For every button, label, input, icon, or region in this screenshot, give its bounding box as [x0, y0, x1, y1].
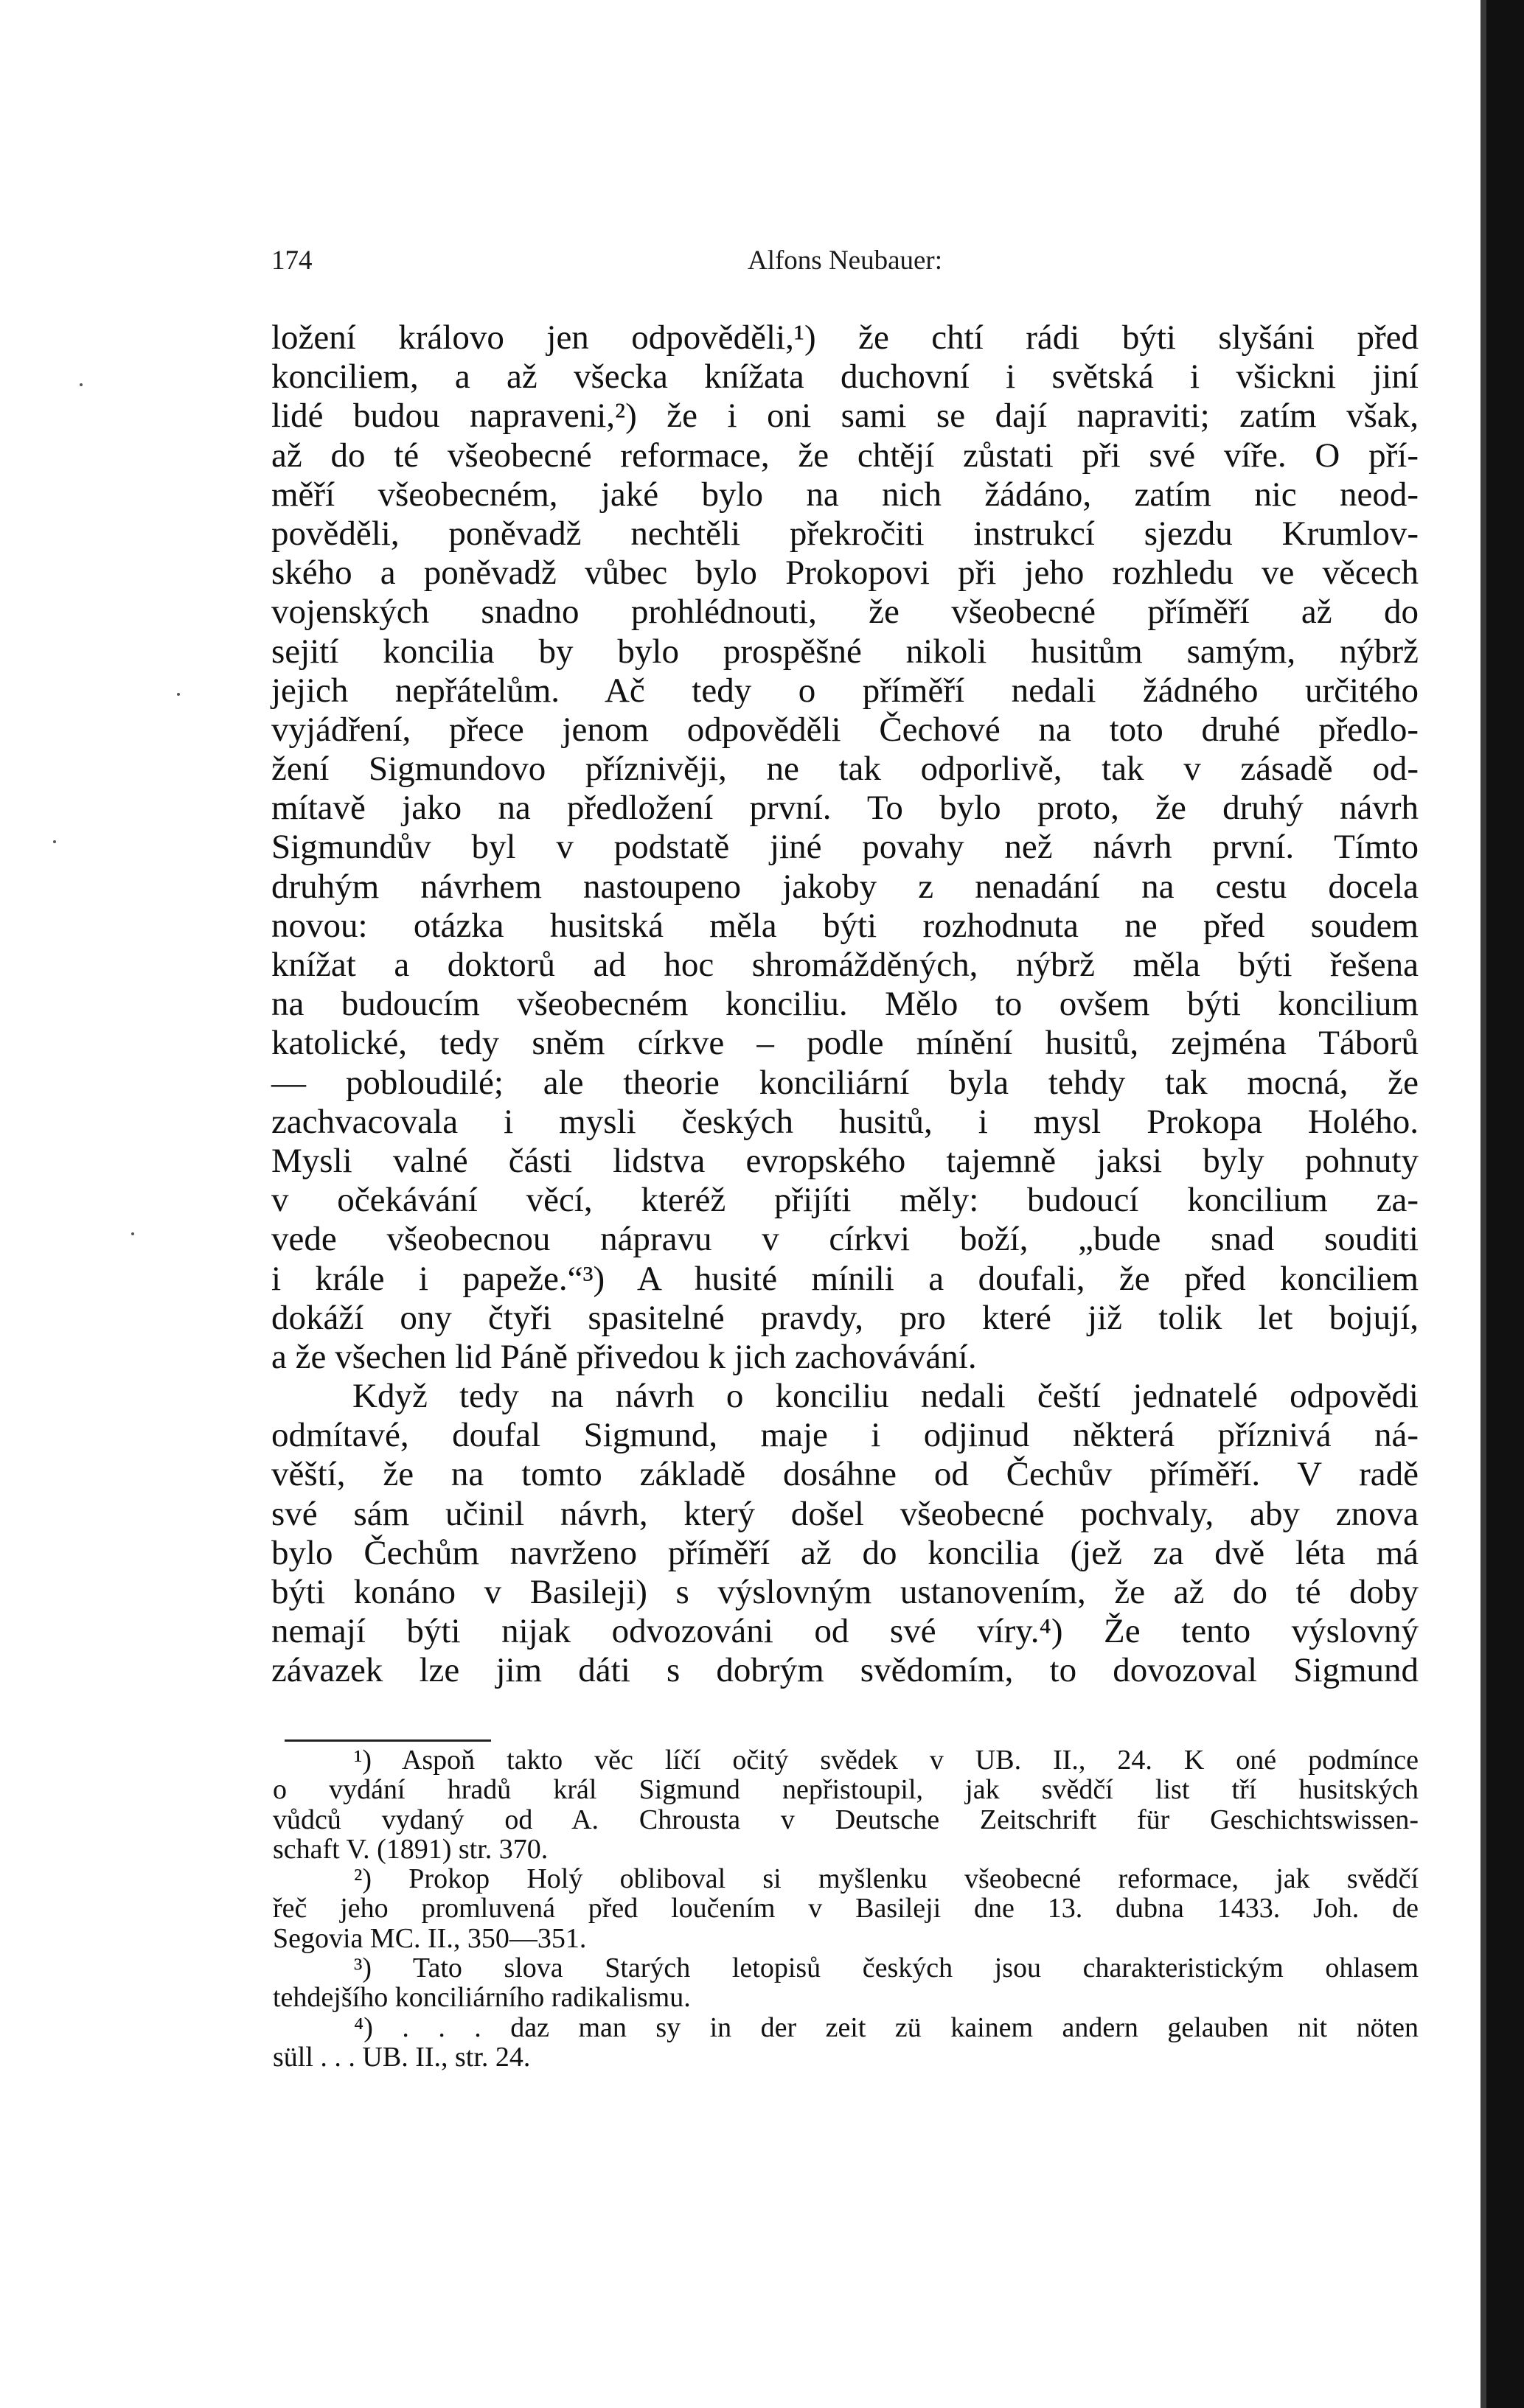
scan-speck — [80, 383, 83, 386]
footnotes — [273, 1745, 1419, 2072]
text-line: — pobloudilé; ale theorie konciliární byla tehdy tak mocná, že — [271, 1063, 1419, 1102]
text-line: i krále i papeže.“³) A husité mínili a doufali, že před konciliem — [271, 1259, 1419, 1298]
text-line: a že všechen lid Páně přivedou k jich zachovávání. — [271, 1337, 977, 1376]
text-line: na budoucím všeobecném konciliu. Mělo to ovšem býti koncilium — [271, 985, 1419, 1024]
text-line: v očekávání věcí, kteréž přijíti měly: budoucí koncilium za- — [271, 1181, 1419, 1220]
text-line: Mysli valné části lidstva evropského tajemně jaksi byly pohnuty — [271, 1141, 1419, 1180]
text-line: zachvacovala i mysli českých husitů, i mysl Prokopa Holého. — [271, 1102, 1419, 1141]
text-line: druhým návrhem nastoupeno jakoby z nenadání na cestu docela — [271, 867, 1419, 906]
body-text — [271, 318, 1419, 1691]
footnote-line: tehdejšího konciliárního radikalismu. — [273, 1982, 691, 2014]
text-line: ložení královo jen odpověděli,¹) že chtí rádi býti slyšáni před — [271, 318, 1419, 357]
footnote-line: o vydání hradů král Sigmund nepřistoupil, jak svědčí list tří husitských — [273, 1774, 1419, 1806]
text-line: katolické, tedy sněm církve – podle mínění husitů, zejména Táborů — [271, 1024, 1419, 1063]
text-line: pověděli, poněvadž nechtěli překročiti instrukcí sjezdu Krumlov- — [271, 514, 1419, 553]
text-line: dokáží ony čtyři spasitelné pravdy, pro které již tolik let bojují, — [271, 1298, 1419, 1337]
running-title: Alfons Neubauer: — [747, 245, 943, 276]
footnote-line: vůdců vydaný od A. Chrousta v Deutsche Zeitschrift für Geschichtswissen- — [273, 1804, 1419, 1835]
text-line: nemají býti nijak odvozováni od své víry.⁴) Že tento výslovný — [271, 1612, 1419, 1651]
running-head — [271, 245, 1419, 286]
footnote-line: ²) Prokop Holý obliboval si myšlenku všeobecné reformace, jak svědčí — [354, 1863, 1419, 1895]
text-line: bylo Čechům navrženo příměří až do koncilia (jež za dvě léta má — [271, 1533, 1419, 1572]
page-number: 174 — [271, 245, 313, 276]
text-line: až do té všeobecné reformace, že chtějí zůstati při své víře. O pří- — [271, 436, 1419, 475]
text-line: žení Sigmundovo příznivěji, ne tak odporlivě, tak v zásadě od- — [271, 750, 1419, 789]
text-line: Když tedy na návrh o konciliu nedali čeští jednatelé odpovědi — [352, 1377, 1419, 1416]
text-line: knížat a doktorů ad hoc shromážděných, nýbrž měla býti řešena — [271, 946, 1419, 984]
scan-speck — [177, 693, 180, 696]
text-line: lidé budou napraveni,²) že i oni sami se dají napraviti; zatím však, — [271, 397, 1419, 436]
text-line: odmítavé, doufal Sigmund, maje i odjinud některá příznivá ná- — [271, 1416, 1419, 1455]
footnote-line: řeč jeho promluvená před loučením v Basileji dne 13. dubna 1433. Joh. de — [273, 1893, 1419, 1924]
footnote-separator — [285, 1739, 491, 1742]
footnote-line: ¹) Aspoň takto věc líčí očitý svědek v UB. II., 24. K oné podmínce — [354, 1745, 1419, 1776]
footnote-line: Segovia MC. II., 350—351. — [273, 1922, 587, 1954]
scan-speck — [53, 840, 56, 843]
text-line: jejich nepřátelům. Ač tedy o příměří nedali žádného určitého — [271, 671, 1419, 710]
text-line: konciliem, a až všecka knížata duchovní i světská i všickni jiní — [271, 357, 1419, 397]
footnote-line: ³) Tato slova Starých letopisů českých jsou charakteristickým ohlasem — [354, 1952, 1419, 1984]
text-line: vede všeobecnou nápravu v církvi boží, „bude snad souditi — [271, 1220, 1419, 1259]
text-line: své sám učinil návrh, který došel všeobecné pochvaly, aby znova — [271, 1494, 1419, 1533]
text-line: věští, že na tomto základě dosáhne od Čechův příměří. V radě — [271, 1455, 1419, 1494]
footnote-line: süll . . . UB. II., str. 24. — [273, 2041, 531, 2073]
text-line: závazek lze jim dáti s dobrým svědomím, to dovozoval Sigmund — [271, 1651, 1419, 1690]
text-line: mítavě jako na předložení první. To bylo proto, že druhý návrh — [271, 789, 1419, 828]
text-line: býti konáno v Basileji) s výslovným ustanovením, že až do té doby — [271, 1573, 1419, 1611]
text-line: vyjádření, přece jenom odpověděli Čechové na toto druhé předlo- — [271, 710, 1419, 749]
text-line: vojenských snadno prohlédnouti, že všeobecné příměří až do — [271, 593, 1419, 632]
scan-edge — [1486, 0, 1524, 2408]
text-line: novou: otázka husitská měla býti rozhodnuta ne před soudem — [271, 906, 1419, 945]
footnote-line: ⁴) . . . daz man sy in der zeit zü kainem andern gelauben nit nöten — [354, 2011, 1419, 2043]
text-line: měří všeobecném, jaké bylo na nich žádáno, zatím nic neod- — [271, 475, 1419, 514]
text-line: sejití koncilia by bylo prospěšné nikoli husitům samým, nýbrž — [271, 632, 1419, 671]
text-line: Sigmundův byl v podstatě jiné povahy než návrh první. Tímto — [271, 828, 1419, 867]
text-line: ského a poněvadž vůbec bylo Prokopovi při jeho rozhledu ve věcech — [271, 554, 1419, 593]
scan-speck — [131, 1232, 134, 1235]
footnote-line: schaft V. (1891) str. 370. — [273, 1833, 549, 1865]
scan-edge-shadow — [1480, 0, 1486, 2408]
